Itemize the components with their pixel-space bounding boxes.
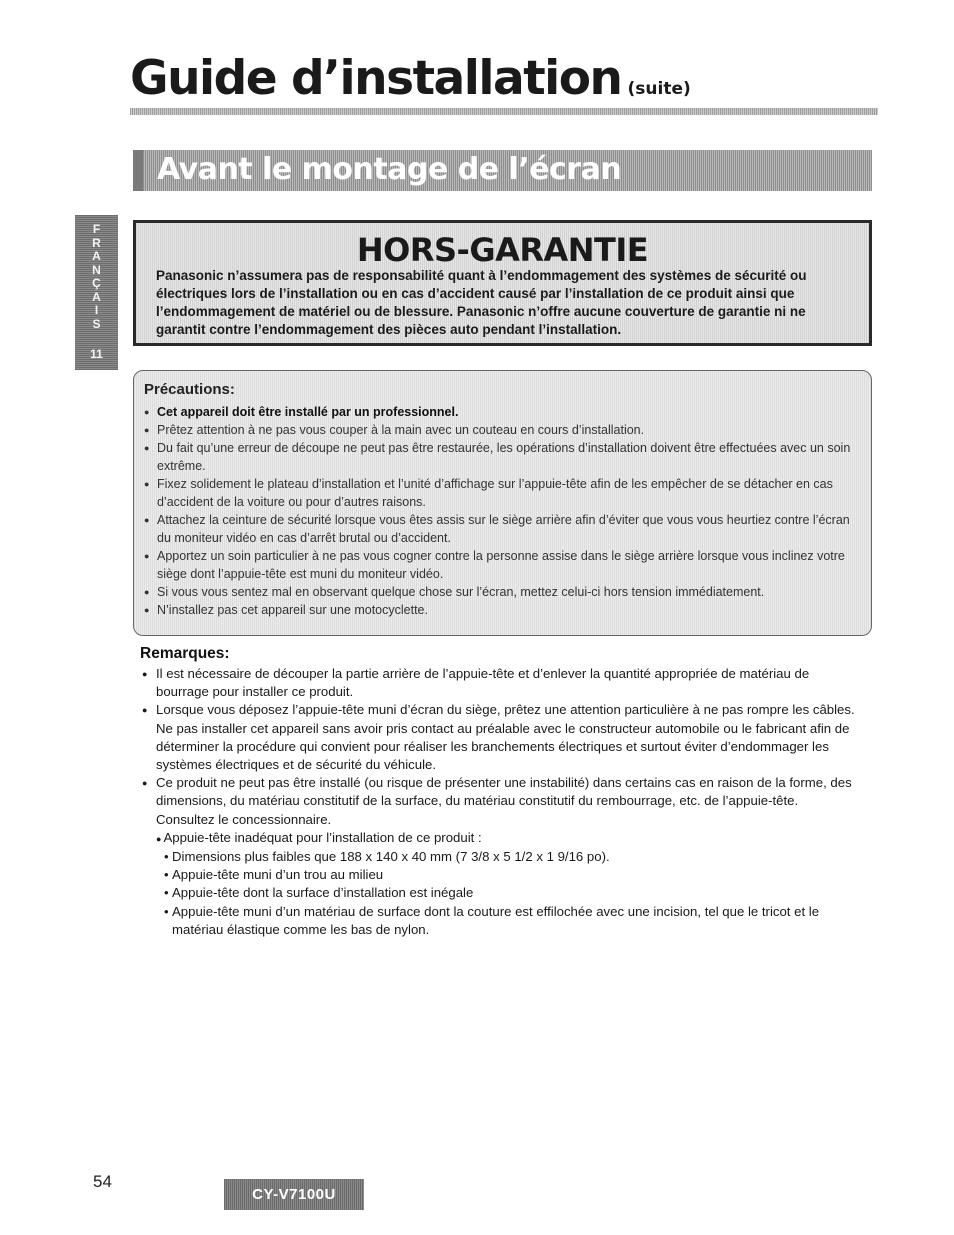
- side-tab-letter: A: [92, 249, 101, 263]
- precautions-title: Précautions:: [144, 381, 235, 398]
- side-tab-letter: Ç: [92, 276, 101, 290]
- precaution-item: ● Du fait qu’une erreur de découpe ne peut pas être restaurée, les opérations d’installation doivent être effectuées avec un soin extrême.: [144, 439, 860, 475]
- precaution-item: ● Cet appareil doit être installé par un professionnel.: [144, 403, 860, 421]
- remark-subitem: • Appuie-tête muni d’un trou au milieu: [142, 866, 858, 884]
- precaution-item: ● Si vous vous sentez mal en observant quelque chose sur l’écran, mettez celui-ci hors tension immédiatement.: [144, 583, 860, 601]
- remark-subheading-text: Appuie-tête inadéquat pour l’installation de ce produit :: [163, 829, 482, 845]
- side-tab-letter: R: [92, 235, 101, 250]
- remark-subitem: • Dimensions plus faibles que 188 x 140 x 40 mm (7 3/8 x 5 1/2 x 1 9/16 po).: [142, 848, 858, 866]
- section-title: Avant le montage de l’écran: [157, 152, 622, 187]
- remark-subitem: • Appuie-tête dont la surface d’installation est inégale: [142, 884, 858, 902]
- precaution-item: ● N’installez pas cet appareil sur une motocyclette.: [144, 601, 860, 619]
- precaution-item: ● Fixez solidement le plateau d’installation et l’unité d’affichage sur l’appuie-tête afin de les empêcher de se détacher en cas d’accident de la voiture ou pour d’autres raisons.: [144, 475, 860, 511]
- side-tab-letter: F: [92, 222, 101, 236]
- precautions-list: [144, 403, 860, 619]
- precaution-item: ● Attachez la ceinture de sécurité lorsque vous êtes assis sur le siège arrière afin d’éviter que vous vous heurtiez contre l’écran du moniteur vidéo en cas d’arrêt brutal ou d’accident.: [144, 511, 860, 547]
- remark-item: ● Il est nécessaire de découper la partie arrière de l’appuie-tête et d’enlever la quantité appropriée de matériau de bourrage pour installer ce produit.: [142, 665, 858, 701]
- page-title-text: Guide d’installation: [130, 51, 622, 106]
- side-tab-number: 11: [90, 347, 103, 361]
- warranty-notice-box: [133, 220, 872, 346]
- precautions-box: [133, 370, 872, 636]
- warranty-title: HORS-GARANTIE: [356, 231, 649, 269]
- title-divider: [130, 108, 878, 115]
- remarks-section: [142, 665, 858, 939]
- warranty-text: Panasonic n’assumera pas de responsabilité quant à l’endommagement des systèmes de sécurité ou électriques lors de l’installation ou en cas d’accident causé par l’installation de ce produit ainsi que l’endommagement de matériel ou de blessure. Panasonic n’offre aucune couverture de garantie ni ne garantit contre l’endommagement des pièces auto pendant l’installation.: [156, 268, 807, 337]
- page-number: 54: [93, 1172, 112, 1191]
- page-title-suffix: (suite): [627, 79, 691, 99]
- remarks-title: Remarques:: [140, 645, 230, 662]
- precaution-item: ● Apportez un soin particulier à ne pas vous cogner contre la personne assise dans le siège arrière lorsque vous inclinez votre siège dont l’appuie-tête est muni du moniteur vidéo.: [144, 547, 860, 583]
- side-tab-letter: A: [92, 289, 101, 304]
- language-side-tab: [75, 215, 118, 370]
- remark-item: ● Ce produit ne peut pas être installé (ou risque de présenter une instabilité) dans certains cas en raison de la forme, des dimensions, du matériau constitutif de la surface, du matériau constitutif du rembourrage, etc. de l’appuie-tête. Consultez le concessionnaire.: [142, 774, 858, 829]
- page-title: [130, 51, 691, 114]
- remark-item: ● Lorsque vous déposez l’appuie-tête muni d’écran du siège, prêtez une attention particulière à ne pas rompre les câbles.: [142, 701, 858, 719]
- remark-subheading: [142, 829, 858, 848]
- bullet-icon: ●: [156, 833, 162, 844]
- side-tab-letter: S: [92, 316, 101, 331]
- remark-subitem: • Appuie-tête muni d’un matériau de surface dont la couture est effilochée avec une incision, tel que le tricot et le matériau élastique comme les bas de nylon.: [142, 903, 858, 939]
- remark-paragraph: Ne pas installer cet appareil sans avoir pris contact au préalable avec le constructeur automobile ou le fabricant afin de déterminer la procédure qui convient pour réaliser les branchements électriques et surtout éviter d’endommager les systèmes électriques et de sécurité du véhicule.: [156, 720, 850, 773]
- side-tab-letters: [75, 223, 118, 331]
- precaution-item: ● Prêtez attention à ne pas vous couper à la main avec un couteau en cours d’installation.: [144, 421, 860, 439]
- side-tab-letter: I: [94, 303, 99, 317]
- model-badge: CY-V7100U: [224, 1179, 364, 1210]
- side-tab-letter: N: [92, 262, 101, 277]
- section-header-bar: [133, 150, 872, 191]
